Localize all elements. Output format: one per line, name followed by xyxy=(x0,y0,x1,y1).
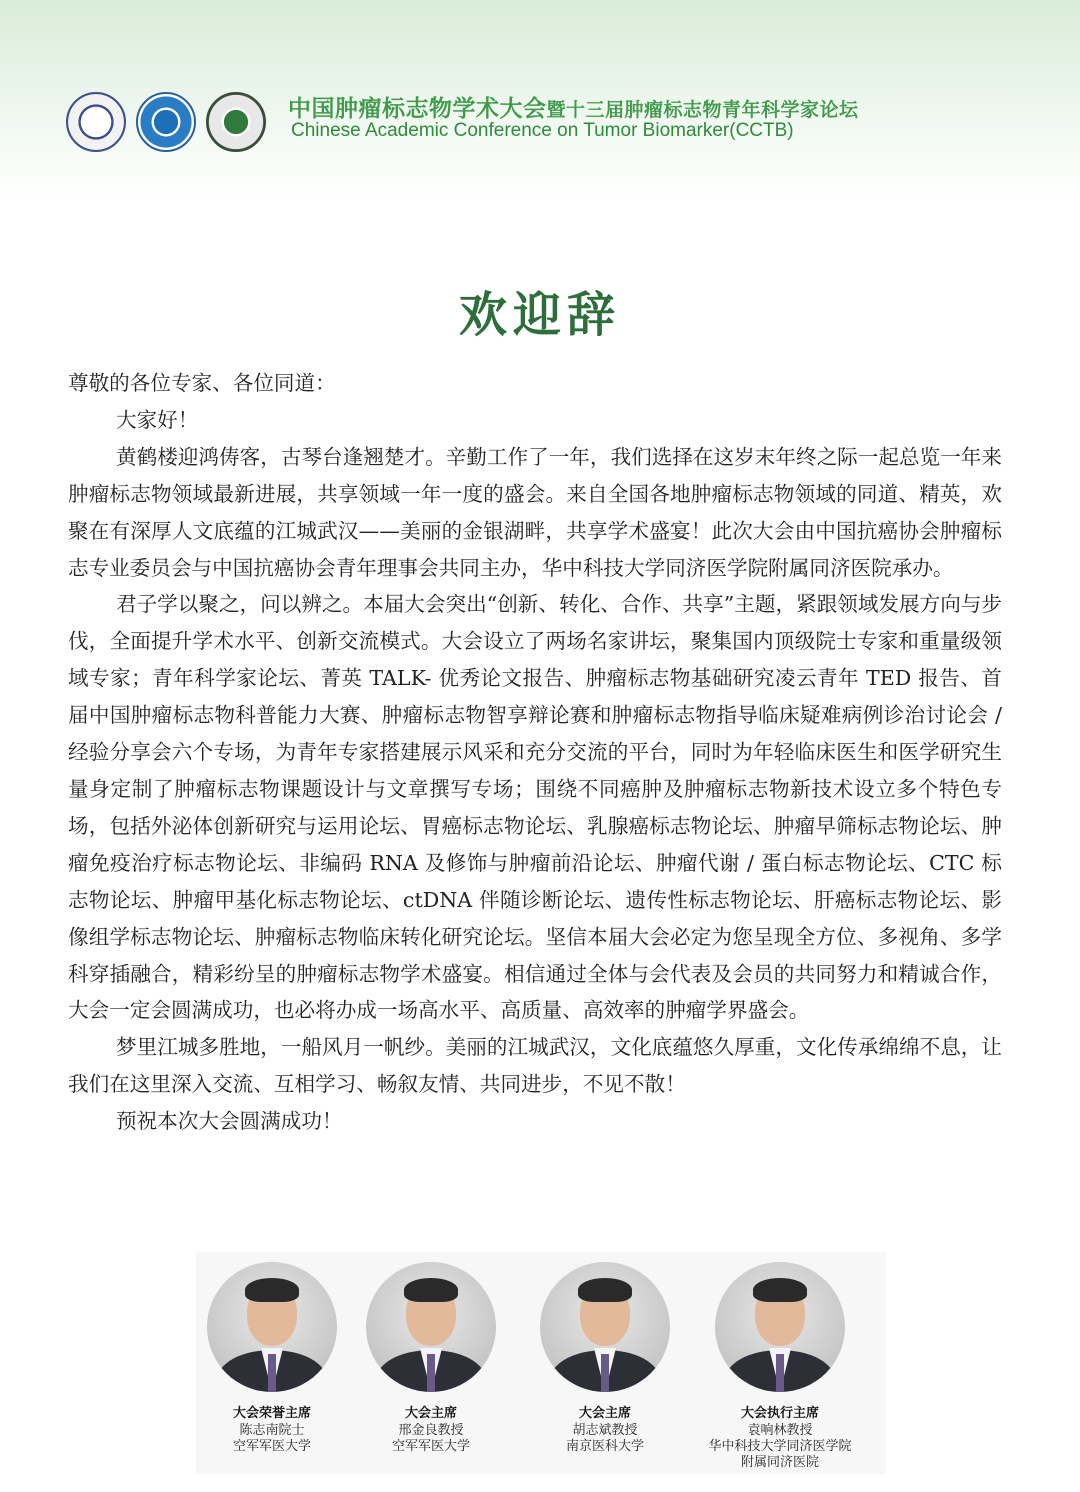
avatar xyxy=(715,1262,845,1392)
chair-name: 邢金良教授 xyxy=(398,1422,464,1437)
avatar xyxy=(540,1262,670,1392)
chair-card xyxy=(690,1252,870,1470)
chair-role: 大会主席 xyxy=(578,1405,631,1420)
conference-title-en: Chinese Academic Conference on Tumor Biomarker(CCTB) xyxy=(291,120,794,141)
chair-card xyxy=(515,1252,695,1454)
tbm-globe-logo-icon xyxy=(136,92,196,152)
paragraph-2: 君子学以聚之，问以辨之。本届大会突出“创新、转化、合作、共享”主题，紧跟领域发展方向与步伐，全面提升学术水平、创新交流模式。大会设立了两场名家讲坛，聚集国内顶级院士专家和重量级领域专家；青年科学家论坛、菁英 TALK- 优秀论文报告、肿瘤标志物基础研究凌云青年 TED 报告、首届中国肿瘤标志物科普能力大赛、肿瘤标志物智享辩论赛和肿瘤标志物指导临床疑难病例诊治讨论会 / 经验分享会六个专场，为青年专家搭建展示风采和充分交流的平台，同时为年轻临床医生和医学研究生量身定制了肿瘤标志物课题设计与文章撰写专场；围绕不同癌肿及肿瘤标志物新技术设立多个特色专场，包括外泌体创新研究与运用论坛、胃癌标志物论坛、乳腺癌标志物论坛、肿瘤早筛标志物论坛、肿瘤免疫治疗标志物论坛、非编码 RNA 及修饰与肿瘤前沿论坛、肿瘤代谢 / 蛋白标志物论坛、CTC 标志物论坛、肿瘤甲基化标志物论坛、ctDNA 伴随诊断论坛、遗传性标志物论坛、肝癌标志物论坛、影像组学标志物论坛、肿瘤标志物临床转化研究论坛。坚信本届大会必定为您呈现全方位、多视角、多学科穿插融合，精彩纷呈的肿瘤标志物学术盛宴。相信通过全体与会代表及会员的共同努力和精诚合作，大会一定会圆满成功，也必将办成一场高水平、高质量、高效率的肿瘤学界盛会。 xyxy=(68,592,1002,1023)
salutation: 尊敬的各位专家、各位同道： xyxy=(68,371,336,395)
conference-title-cn xyxy=(288,90,859,123)
chair-org: 南京医科大学 xyxy=(565,1438,644,1453)
welcome-letter xyxy=(68,365,1002,1140)
chair-card xyxy=(341,1252,521,1454)
chair-role: 大会执行主席 xyxy=(740,1405,819,1420)
conference-title-sub: 暨十三届肿瘤标志物青年科学家论坛 xyxy=(546,100,859,121)
avatar xyxy=(366,1262,496,1392)
tumor-marker-committee-logo-icon xyxy=(206,92,266,152)
chair-org-line-2: 附属同济医院 xyxy=(740,1454,819,1469)
chair-name: 袁响林教授 xyxy=(747,1422,813,1437)
chair-name: 陈志南院士 xyxy=(239,1422,305,1437)
chair-org: 华中科技大学同济医学院 xyxy=(708,1438,852,1453)
closing-wish: 预祝本次大会圆满成功！ xyxy=(116,1109,343,1134)
chair-org: 空军军医大学 xyxy=(391,1438,470,1453)
chair-role: 大会主席 xyxy=(404,1405,457,1420)
chair-name: 胡志斌教授 xyxy=(572,1422,638,1437)
chair-card xyxy=(182,1252,362,1454)
conference-title-main: 中国肿瘤标志物学术大会 xyxy=(288,95,547,121)
avatar xyxy=(207,1262,337,1392)
conference-header xyxy=(0,0,1080,200)
paragraph-3: 梦里江城多胜地，一船风月一帆纱。美丽的江城武汉，文化底蕴悠久厚重，文化传承绵绵不息，让我们在这里深入交流、互相学习、畅叙友情、共同进步，不见不散！ xyxy=(68,1035,1002,1097)
chair-role: 大会荣誉主席 xyxy=(232,1405,311,1420)
chairs-panel xyxy=(196,1252,886,1474)
greeting: 大家好！ xyxy=(116,407,199,432)
cancer-association-logo-icon xyxy=(66,92,126,152)
paragraph-1: 黄鹤楼迎鸿俦客，古琴台逢翘楚才。辛勤工作了一年，我们选择在这岁末年终之际一起总览一年来肿瘤标志物领域最新进展，共享领域一年一度的盛会。来自全国各地肿瘤标志物领域的同道、精英，欢聚在有深厚人文底蕴的江城武汉——美丽的金银湖畔，共享学术盛宴！此次大会由中国抗癌协会肿瘤标志专业委员会与中国抗癌协会青年理事会共同主办，华中科技大学同济医学院附属同济医院承办。 xyxy=(68,444,1002,580)
chair-org: 空军军医大学 xyxy=(232,1438,311,1453)
page-title: 欢迎辞 xyxy=(458,287,621,343)
